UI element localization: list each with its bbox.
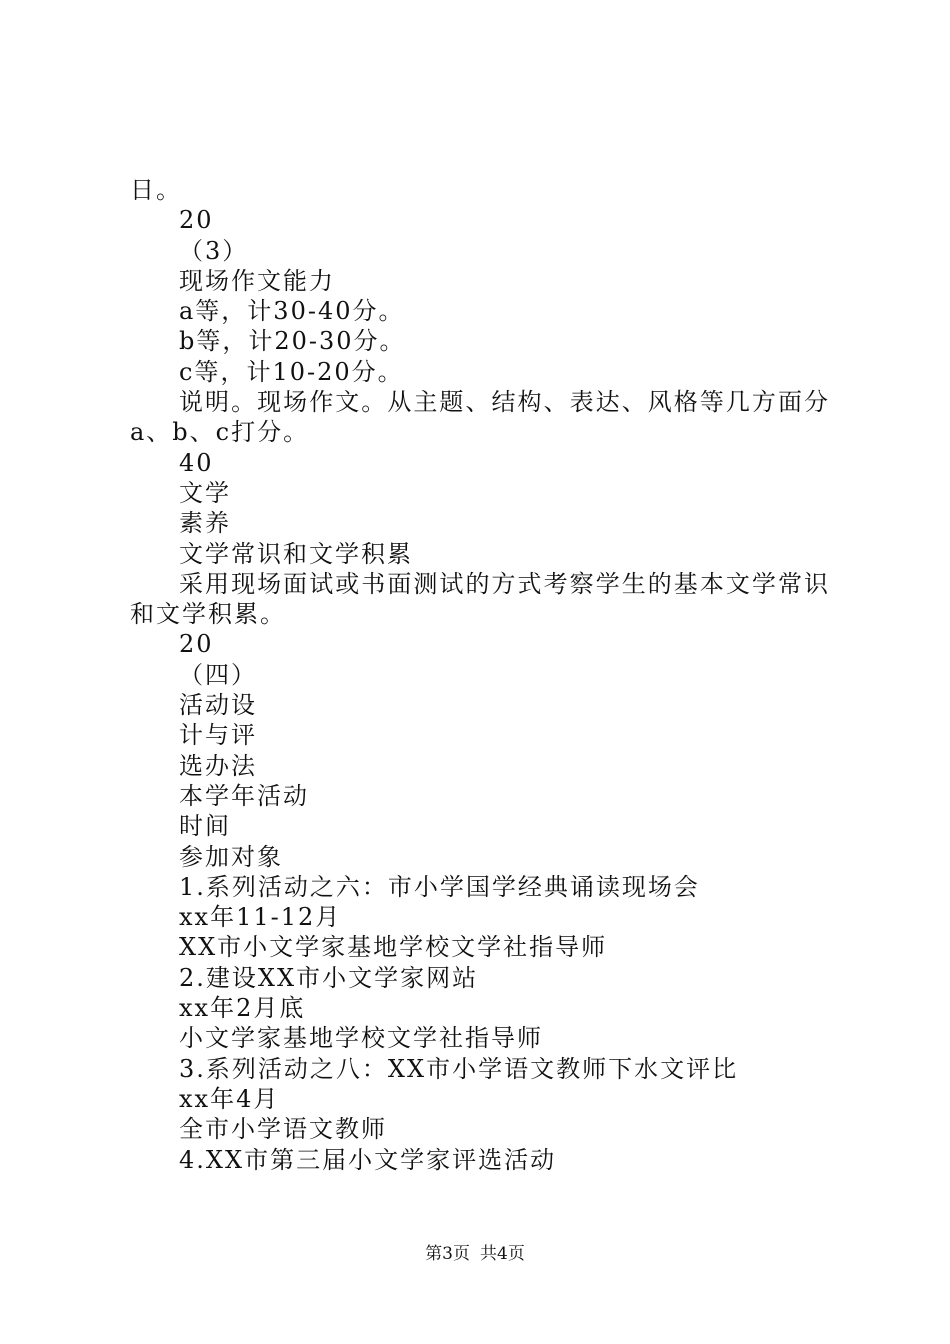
document-line: 采用现场面试或书面测试的方式考察学生的基本文学常识和文学积累。	[130, 569, 830, 629]
document-line: 40	[179, 448, 214, 477]
document-line: 全市小学语文教师	[179, 1115, 387, 1144]
page-number: 第3页	[425, 1244, 470, 1264]
document-line: b等，计20-30分。	[179, 327, 406, 356]
document-line: 本学年活动	[179, 781, 309, 810]
page-total: 共4页	[480, 1244, 525, 1264]
document-line: 计与评	[179, 721, 257, 750]
document-line: 素养	[179, 509, 231, 538]
document-line: xx年2月底	[179, 994, 306, 1023]
document-line: 小文学家基地学校文学社指导师	[179, 1024, 543, 1053]
document-line: 活动设	[179, 691, 257, 720]
page-footer	[0, 1242, 950, 1266]
document-line: a等，计30-40分。	[179, 297, 405, 326]
document-line: 2.建设XX市小文学家网站	[179, 963, 479, 992]
document-line: （3）	[179, 236, 249, 265]
document-body	[130, 175, 830, 1175]
document-line: 选办法	[179, 751, 257, 780]
document-line: 参加对象	[179, 842, 283, 871]
document-line: 文学常识和文学积累	[179, 539, 413, 568]
document-line: xx年11-12月	[179, 903, 342, 932]
document-line: 日。	[130, 176, 182, 204]
document-line: 20	[179, 206, 214, 235]
document-line: 说明。现场作文。从主题、结构、表达、风格等几方面分a、b、c打分。	[130, 388, 830, 447]
document-line: c等，计10-20分。	[179, 357, 404, 386]
document-line: 现场作文能力	[179, 266, 335, 295]
document-line: XX市小文学家基地学校文学社指导师	[179, 933, 608, 962]
document-line: 3.系列活动之八：XX市小学语文教师下水文评比	[179, 1054, 739, 1083]
document-line: 4.XX市第三届小文学家评选活动	[179, 1145, 557, 1174]
document-line: 20	[179, 630, 214, 659]
document-line: 1.系列活动之六：市小学国学经典诵读现场会	[179, 872, 700, 901]
document-line: xx年4月	[179, 1084, 280, 1113]
document-line: 时间	[179, 812, 231, 841]
document-line: 文学	[179, 478, 231, 507]
document-line: （四）	[179, 660, 257, 689]
